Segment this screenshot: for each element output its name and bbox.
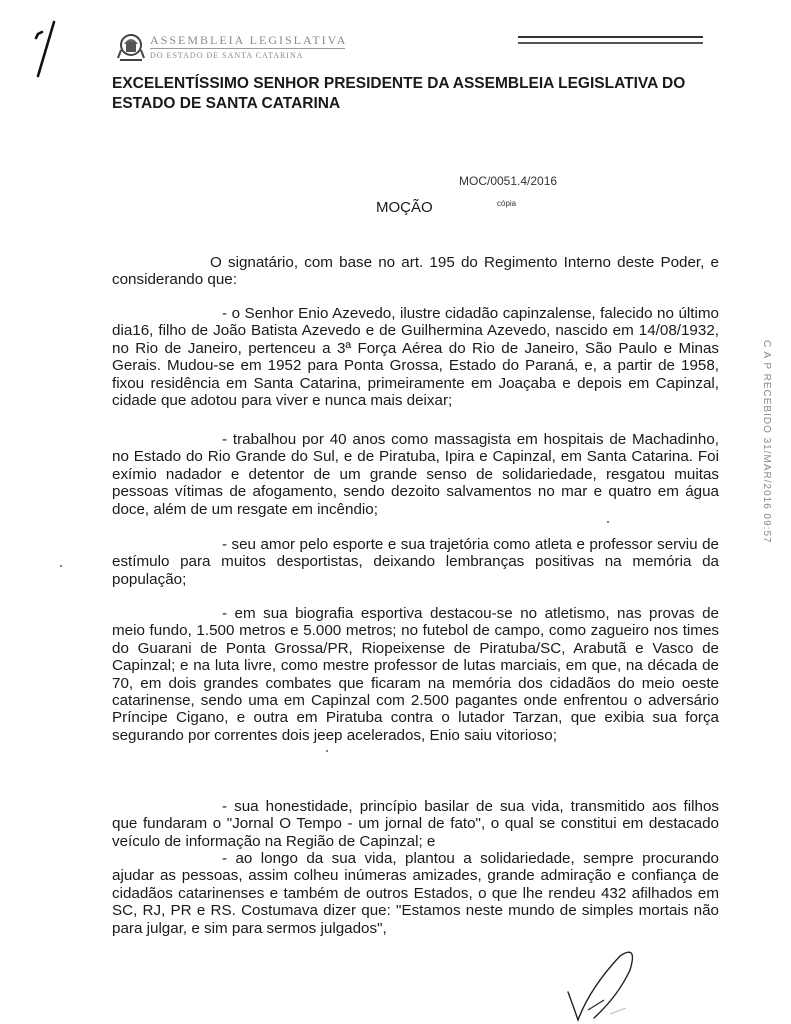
- reference-number: MOC/0051.4/2016: [459, 174, 558, 188]
- considering-paragraph-1: [112, 305, 719, 409]
- institution-subtitle: DO ESTADO DE SANTA CATARINA: [150, 51, 304, 60]
- paragraph-text: - ao longo da sua vida, plantou a solidariedade, sempre procurando ajudar as pessoas, assim colheu inúmeras amizades, grande admiração e confiança de cidadãos catarinenses e também de outros Estados, o que lhe rendeu 432 afilhados em SC, RJ, PR e RS. Costumava dizer que: "Estamos neste mundo de simples mortais não para julgar, e sim para sermos julgados",: [112, 850, 719, 937]
- scan-speck: [607, 521, 609, 523]
- paragraph-text: - seu amor pelo esporte e sua trajetória como atleta e professor serviu de estímulo para muitos desportistas, deixando lembranças positivas na memória da população;: [112, 536, 719, 588]
- faint-mark: · · ·: [590, 10, 608, 22]
- copy-label: cópia: [497, 199, 517, 208]
- considering-paragraph-6: [112, 850, 719, 937]
- paragraph-text: - sua honestidade, princípio basilar de sua vida, transmitido aos filhos que fundaram o "Jornal O Tempo - um jornal de fato", o qual se constitui em destacado veículo de informação na Região de Capinzal; e: [112, 798, 719, 850]
- addressee-heading: EXCELENTÍSSIMO SENHOR PRESIDENTE DA ASSEMBLEIA LEGISLATIVA DO ESTADO DE SANTA CATARINA: [112, 75, 686, 112]
- considering-paragraph-4: [112, 605, 719, 744]
- signature: [560, 948, 650, 1024]
- redacted-lines: [518, 36, 703, 46]
- considering-paragraph-5: [112, 798, 719, 850]
- document-title: MOÇÃO: [376, 199, 433, 216]
- intro-paragraph: [112, 254, 719, 289]
- paragraph-text: - o Senhor Enio Azevedo, ilustre cidadão capinzalense, falecido no último dia16, filho de João Batista Azevedo e de Guilhermina Azevedo, nascido em 14/08/1932, no Rio de Janeiro, pertenceu a 3ª Força Aérea do Rio de Janeiro, São Paulo e Minas Gerais. Mudou-se em 1952 para Ponta Grossa, Estado do Paraná, e, a partir de 1958, fixou residência em Santa Catarina, primeiramente em Joaçaba e depois em Capinzal, cidade que adotou para viver e nunca mais deixar;: [112, 305, 719, 410]
- considering-paragraph-2: [112, 431, 719, 518]
- paragraph-text: - trabalhou por 40 anos como massagista em hospitais de Machadinho, no Estado do Rio Grande do Sul, e de Piratuba, Ipira e Capinzal, em Santa Catarina. Foi exímio nadador e detentor de um grande senso de solidariedade, resgatou muitas pessoas vítimas de afogamento, sendo dezoito salvamentos no mar e quatro em água doce, além de um resgate em incêndio;: [112, 431, 719, 518]
- intro-text: O signatário, com base no art. 195 do Regimento Interno deste Poder, e considerando que:: [112, 254, 719, 289]
- header-divider: [150, 48, 345, 49]
- state-crest-icon: [116, 30, 146, 64]
- institution-name: ASSEMBLEIA LEGISLATIVA: [150, 33, 348, 47]
- receipt-stamp: C A P RECEBIDO 31/MAR/2016 09:57: [761, 340, 772, 544]
- paragraph-text: - em sua biografia esportiva destacou-se no atletismo, nas provas de meio fundo, 1.500 metros e 5.000 metros; no futebol de campo, como zagueiro nos times do Guarani de Ponta Grossa/PR, Riopeixense de Piratuba/SC, Arabutã e Vasco de Capinzal; e na luta livre, como mestre professor de lutas marciais, em que, na década de 70, em dois grandes combates que ficaram na memória dos cidadãos do meio oeste catarinense, sendo uma em Capinzal com 2.500 pagantes onde enfrentou o adversário Príncipe Cigano, e outra em Piratuba contra o lutador Tarzan, que exibia sua força segurando por correntes dois jeep acelerados, Enio saiu vitorioso;: [112, 605, 719, 744]
- handwritten-mark: [28, 20, 68, 78]
- scan-speck: [60, 565, 62, 567]
- scan-speck: [326, 750, 328, 752]
- considering-paragraph-3: [112, 536, 719, 588]
